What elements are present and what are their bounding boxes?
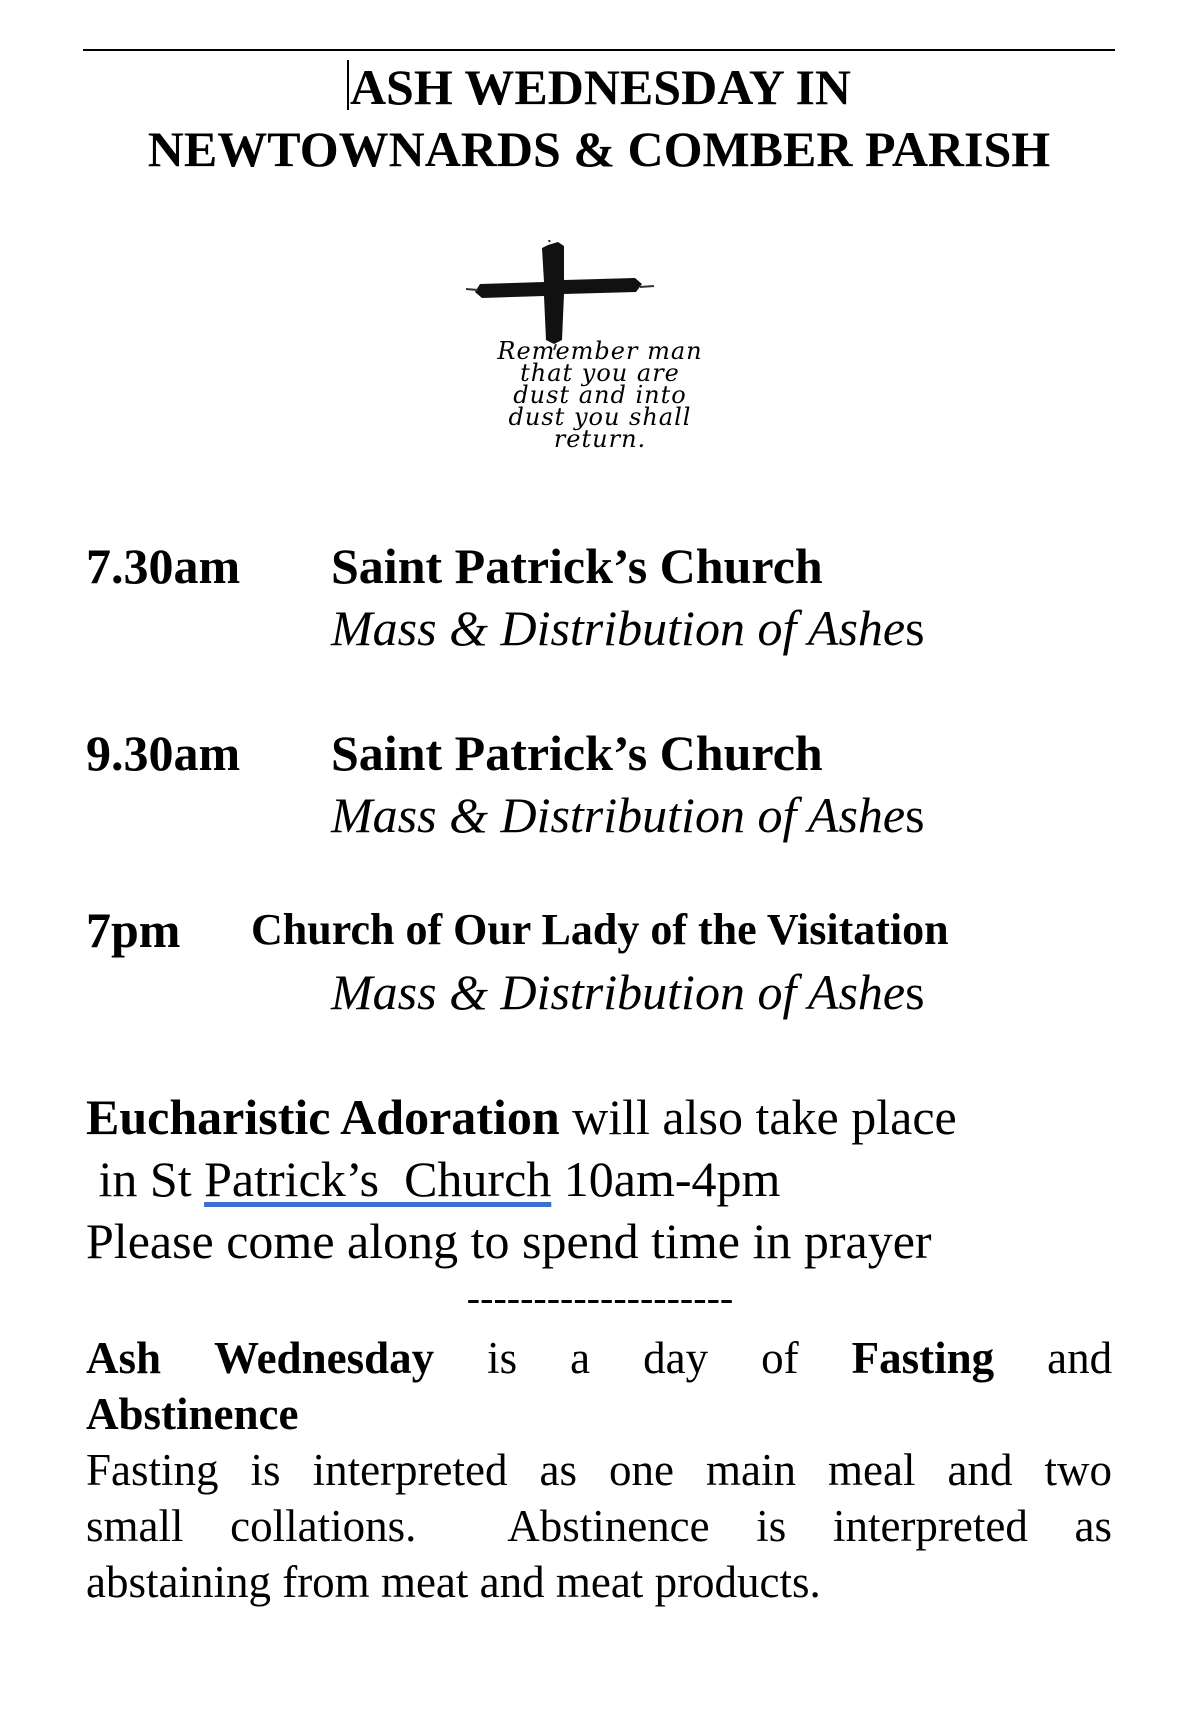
adoration-heading: Eucharistic Adoration [86,1089,560,1145]
top-rule [83,49,1115,51]
service-description [331,962,925,1022]
adoration-location-prefix: in St [86,1151,205,1207]
service-time: 7.30am [86,538,241,594]
title-line-1 [83,56,1115,118]
fasting-paragraph-line: abstaining from meat and meat products. [86,1557,821,1607]
service-description-italic: Mass & Distribution of Ashe [331,787,906,843]
emblem-inscription [430,337,770,453]
adoration-line-2 [86,1148,1126,1210]
heading-word: a [570,1333,591,1383]
title-line-1-text: ASH WEDNESDAY IN [349,59,852,115]
service-church: Saint Patrick’s Church [331,538,823,594]
inscription-line: return. [553,425,647,453]
adoration-text: will also take place [559,1089,957,1145]
service-description-italic: Mass & Distribution of Ashe [331,600,906,656]
service-description [331,598,925,658]
fasting-paragraph-line: small collations. Abstinence is interpreted as [86,1501,1112,1551]
service-description-tail: s [905,787,925,843]
service-description-italic: Mass & Distribution of Ashe [331,964,906,1020]
service-time: 7pm [86,902,181,958]
page-title [83,56,1115,180]
service-description-tail: s [905,964,925,1020]
service-church: Saint Patrick’s Church [331,725,823,781]
inscription-line: dust you shall [508,403,692,431]
fasting-notice [86,1330,1112,1610]
adoration-line-3: Please come along to spend time in prayer [86,1213,932,1269]
church-link[interactable]: Patrick’s Church [204,1151,552,1207]
fasting-heading-line [86,1330,1112,1386]
heading-word: Fasting [851,1333,995,1383]
fasting-paragraph-line: Fasting is interpreted as one main meal and two [86,1445,1112,1495]
heading-word: day [643,1333,709,1383]
service-time: 9.30am [86,725,241,781]
heading-word: Wednesday [214,1333,435,1383]
service-church: Church of Our Lady of the Visitation [251,905,949,954]
service-description [331,785,925,845]
adoration-line-1 [86,1086,1126,1148]
inscription-line: dust and into [513,381,687,409]
service-description-tail: s [905,600,925,656]
heading-word: of [761,1333,799,1383]
heading-word: is [487,1333,518,1383]
inscription-line: Remember man [497,337,703,365]
heading-word: Ash [86,1333,162,1383]
text-cursor [347,60,349,110]
title-line-2: NEWTOWNARDS & COMBER PARISH [147,121,1051,177]
heading-word: and [1047,1333,1113,1383]
adoration-notice [86,1086,1126,1272]
section-divider: -------------------- [466,1275,734,1320]
adoration-hours: 10am-4pm [551,1151,781,1207]
abstinence-heading: Abstinence [86,1389,299,1439]
inscription-line: that you are [520,359,680,387]
ash-cross-emblem [430,240,770,480]
